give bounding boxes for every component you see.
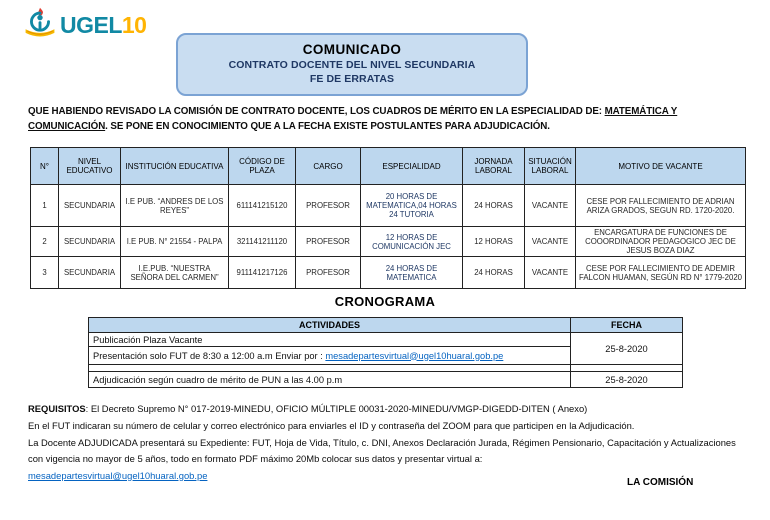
- activity-publicacion: Publicación Plaza Vacante: [89, 333, 571, 347]
- ugel-emblem-icon: [22, 5, 58, 46]
- intro-underlined-specialties: MATEMÁTICA Y COMUNICACIÓN: [28, 106, 678, 132]
- vacancy-table-header-row: [31, 148, 746, 185]
- email-link-requisitos[interactable]: mesadepartesvirtual@ugel10huaral.gob.pe: [28, 469, 208, 481]
- cronograma-header-row: [89, 318, 683, 333]
- column-header-motivo: MOTIVO DE VACANTE: [576, 148, 746, 185]
- cell-nivel: SECUNDARIA: [59, 185, 121, 227]
- cell-especialidad: 12 HORAS DE COMUNICACIÓN JEC: [361, 227, 463, 257]
- ugel10-logo: [22, 5, 146, 46]
- column-header-nivel: NIVEL EDUCATIVO: [59, 148, 121, 185]
- column-header-situacion: SITUACIÓN LABORAL: [525, 148, 576, 185]
- signature-la-comision: LA COMISIÓN: [627, 477, 694, 488]
- spacer-cell: [89, 365, 571, 372]
- cell-situacion: VACANTE: [525, 185, 576, 227]
- cell-codigo: 611141215120: [229, 185, 296, 227]
- cell-cargo: PROFESOR: [296, 257, 361, 289]
- cell-situacion: VACANTE: [525, 227, 576, 257]
- column-header-fecha: FECHA: [571, 318, 683, 333]
- cell-cargo: PROFESOR: [296, 185, 361, 227]
- requisitos-line-2: En el FUT indicaran su número de celular y correo electrónico para enviarles el ID y contraseña del ZOOM para que participen en la Adjudicación.: [28, 420, 635, 432]
- requisitos-line-3: La Docente ADJUDICADA presentará su Expediente: FUT, Hoja de Vida, Título, c. DNI, Anexos Declaración Jurada, Régimen Pensionario, Capacitación y Actualizaciones con vigencia no mayor de 5 años, todo en formato PDF máximo 20Mb colocar sus datos y presentar virtual a:: [28, 437, 736, 464]
- cell-institucion: I.E.PUB. “NUESTRA SEÑORA DEL CARMEN”: [121, 257, 229, 289]
- column-header-num: N°: [31, 148, 59, 185]
- table-row-1: [31, 185, 746, 227]
- spacer-cell: [571, 365, 683, 372]
- table-row-3: [31, 257, 746, 289]
- email-link-cronograma[interactable]: mesadepartesvirtual@ugel10huaral.gob.pe: [325, 350, 504, 361]
- cell-especialidad: 24 HORAS DE MATEMATICA: [361, 257, 463, 289]
- logo-wordmark: [60, 14, 146, 37]
- requisitos-label: REQUISITOS: [28, 403, 86, 414]
- activity-presentacion-text: Presentación solo FUT de 8:30 a 12:00 a.m Enviar por :: [93, 350, 326, 361]
- cell-nivel: SECUNDARIA: [59, 257, 121, 289]
- cronograma-spacer-row: [89, 365, 683, 372]
- cronograma-title: CRONOGRAMA: [334, 294, 436, 309]
- cell-institucion: I.E PUB. N° 21554 - PALPA: [121, 227, 229, 257]
- column-header-codigo: CÓDIGO DE PLAZA: [229, 148, 296, 185]
- cell-motivo: CESE POR FALLECIMIENTO DE ADEMIR FALCON HUAMAN, SEGÚN RD N° 1779-2020: [576, 257, 746, 289]
- column-header-institucion: INSTITUCIÓN EDUCATIVA: [121, 148, 229, 185]
- fecha-publicacion-presentacion: 25-8-2020: [571, 333, 683, 365]
- cronograma-table: [88, 317, 683, 388]
- vacancy-table: [30, 147, 746, 289]
- intro-text-1: QUE HABIENDO REVISADO LA COMISIÓN DE CONTRATO DOCENTE, LOS CUADROS DE MÉRITO EN LA ESPECIALIDAD DE:: [28, 106, 605, 117]
- cell-situacion: VACANTE: [525, 257, 576, 289]
- column-header-cargo: CARGO: [296, 148, 361, 185]
- cell-institucion: I.E PUB. “ANDRES DE LOS REYES”: [121, 185, 229, 227]
- cell-jornada: 24 HORAS: [463, 185, 525, 227]
- banner-subtitle-1: CONTRATO DOCENTE DEL NIVEL SECUNDARIA: [228, 59, 476, 71]
- comunicado-banner: [176, 33, 528, 96]
- cell-motivo: ENCARGATURA DE FUNCIONES DE COOORDINADOR PEDAGOGICO JEC DE JESUS BOZA DIAZ: [576, 227, 746, 257]
- cell-num: 3: [31, 257, 59, 289]
- column-header-especialidad: ESPECIALIDAD: [361, 148, 463, 185]
- cell-jornada: 12 HORAS: [463, 227, 525, 257]
- cell-jornada: 24 HORAS: [463, 257, 525, 289]
- cronograma-row-adjudicacion: [89, 372, 683, 388]
- activity-adjudicacion: Adjudicación según cuadro de mérito de PUN a las 4.00 p.m: [89, 372, 571, 388]
- requisitos-section: [28, 401, 747, 485]
- cell-motivo: CESE POR FALLECIMIENTO DE ADRIAN ARIZA GRADOS, SEGUN RD. 1720-2020.: [576, 185, 746, 227]
- banner-title: COMUNICADO: [302, 42, 402, 57]
- fecha-adjudicacion: 25-8-2020: [571, 372, 683, 388]
- cell-cargo: PROFESOR: [296, 227, 361, 257]
- column-header-actividades: ACTIVIDADES: [89, 318, 571, 333]
- requisitos-line-1: [28, 401, 747, 416]
- cell-num: 2: [31, 227, 59, 257]
- cell-codigo: 321141211120: [229, 227, 296, 257]
- cell-especialidad: 20 HORAS DE MATEMATICA,04 HORAS 24 TUTORIA: [361, 185, 463, 227]
- intro-paragraph: [28, 105, 746, 134]
- banner-subtitle-2: FE DE ERRATAS: [309, 73, 395, 85]
- table-row-2: [31, 227, 746, 257]
- cell-nivel: SECUNDARIA: [59, 227, 121, 257]
- cell-num: 1: [31, 185, 59, 227]
- cell-codigo: 911141217126: [229, 257, 296, 289]
- cronograma-row-publicacion: [89, 333, 683, 347]
- requisitos-line-1-text: : El Decreto Supremo N° 017-2019-MINEDU, OFICIO MÚLTIPLE 00031-2020-MINEDU/VMGP-DIGEDD-DITEN ( Anexo): [85, 403, 588, 414]
- logo-text-10: 10: [121, 12, 147, 38]
- logo-text-ugel: UGEL: [60, 12, 122, 38]
- column-header-jornada: JORNADA LABORAL: [463, 148, 525, 185]
- activity-presentacion: [89, 347, 571, 365]
- intro-text-2: . SE PONE EN CONOCIMIENTO QUE A LA FECHA EXISTE POSTULANTES PARA ADJUDICACIÓN.: [105, 120, 550, 132]
